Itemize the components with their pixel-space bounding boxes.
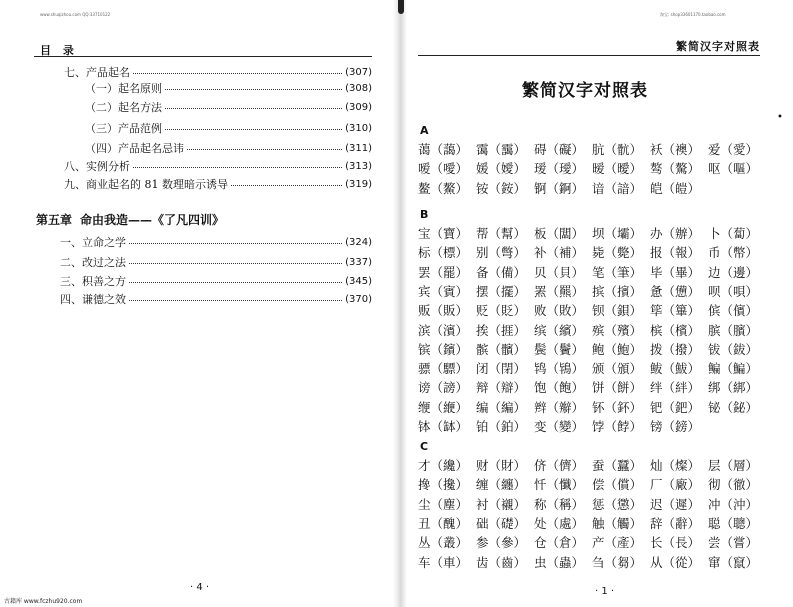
char-pair: 铋（鉍） [708, 399, 759, 415]
char-row [418, 495, 766, 513]
char-pair: 称（稱） [534, 496, 585, 512]
page-title: 繁简汉字对照表 [522, 81, 648, 101]
toc-entry-page: (319) [345, 178, 372, 190]
toc-entry-title: （一）起名原则 [85, 82, 162, 95]
char-pair: 灿（燦） [650, 458, 701, 473]
char-pair: 财（財） [476, 458, 527, 473]
char-pair: 瑷（璦） [534, 161, 585, 177]
char-pair: 绊（絆） [650, 380, 701, 396]
char-row [418, 301, 766, 319]
toc-entry-page: (307) [345, 66, 372, 78]
char-pair: 霭（靄） [476, 142, 527, 157]
chapter-title: 命由我造——《了凡四训》 [80, 213, 225, 227]
scan-smudge [398, 0, 404, 14]
char-row [418, 263, 766, 281]
toc-leader [129, 234, 342, 244]
toc-leader [165, 80, 342, 90]
left-page-number: · 4 · [190, 582, 210, 593]
char-pair: 备（備） [476, 264, 527, 280]
toc-entry[interactable] [85, 120, 372, 136]
margin-dot: • [777, 112, 783, 123]
char-pair: 闭（閉） [476, 361, 527, 377]
char-pair: 缠（纏） [476, 477, 527, 493]
char-pair: 摈（擯） [592, 283, 643, 299]
char-pair: 参（參） [476, 535, 527, 551]
toc-entry-page: (308) [345, 82, 372, 94]
toc-leader [133, 158, 342, 168]
char-pair: 饱（飽） [534, 380, 585, 396]
char-pair: 彻（徹） [708, 477, 759, 493]
char-pair: 蚕（蠶） [592, 458, 643, 473]
char-pair: 傧（儐） [708, 303, 759, 319]
char-pair: 窜（竄） [708, 554, 759, 570]
char-pair: 筚（篳） [650, 303, 701, 319]
toc-entry[interactable] [60, 254, 372, 270]
char-pair: 辩（辯） [476, 380, 527, 396]
char-pair: 袄（襖） [650, 142, 701, 157]
char-row [418, 359, 766, 377]
char-pair: 偿（償） [592, 477, 643, 493]
char-pair: 宾（賓） [418, 283, 469, 299]
char-pair: 毙（斃） [592, 245, 643, 261]
char-row [418, 417, 708, 435]
char-pair: 笔（筆） [592, 264, 643, 280]
toc-entry-page: (311) [345, 142, 372, 154]
toc-entry-page: (345) [345, 275, 372, 287]
char-pair: 嗳（噯） [418, 161, 469, 177]
char-row [418, 340, 766, 358]
toc-entry-title: 七、产品起名 [64, 66, 130, 79]
char-pair: 帮（幫） [476, 226, 527, 241]
char-pair: 惫（憊） [650, 283, 701, 299]
char-row [418, 456, 766, 474]
char-pair: 谙（諳） [592, 180, 643, 196]
char-pair: 肮（骯） [592, 142, 643, 157]
toc-leader [133, 64, 342, 74]
running-head: 繁简汉字对照表 [676, 40, 760, 53]
char-pair: 饼（餅） [592, 380, 643, 396]
chapter-label: 第五章 [36, 213, 73, 227]
char-pair: 触（觸） [592, 515, 643, 531]
char-pair: 车（車） [418, 554, 469, 570]
char-pair: 摆（擺） [476, 283, 527, 299]
toc-entry-title: 一、立命之学 [60, 236, 126, 249]
char-pair: 骠（驃） [418, 361, 469, 377]
right-header-rule [418, 55, 760, 56]
char-pair: 膑（臏） [708, 322, 759, 338]
toc-entry-title: 二、改过之法 [60, 256, 126, 269]
char-pair: 毕（畢） [650, 264, 701, 280]
char-pair: 贬（貶） [476, 303, 527, 319]
char-pair: 宝（寶） [418, 226, 469, 241]
char-pair: 碍（礙） [534, 142, 585, 157]
char-pair: 长（長） [650, 535, 701, 551]
toc-entry-title: 四、谦德之效 [60, 293, 126, 306]
char-pair: 产（產） [592, 535, 643, 551]
char-pair: 挨（捱） [476, 322, 527, 338]
left-header-meta: www.shuqizhou.com QQ:33710122 [40, 12, 111, 17]
char-pair: 虫（蟲） [534, 554, 585, 570]
char-pair: 侪（儕） [534, 458, 585, 473]
toc-entry[interactable] [60, 273, 372, 289]
toc-entry[interactable] [60, 234, 372, 250]
char-pair: 拨（撥） [650, 341, 701, 357]
char-pair: 滨（濱） [418, 322, 469, 338]
toc-entry-title: （四）产品起名忌讳 [85, 142, 184, 155]
char-row [418, 179, 708, 197]
char-pair: 缏（緶） [418, 399, 469, 415]
char-pair: 尘（塵） [418, 496, 469, 512]
char-pair: 缤（繽） [534, 322, 585, 338]
left-footer: 古籍库 www.fczhu920.com [4, 598, 83, 605]
toc-entry-page: (337) [345, 256, 372, 268]
char-pair: 绑（綁） [708, 380, 759, 396]
char-pair: 丑（醜） [418, 515, 469, 531]
char-pair: 谤（謗） [418, 380, 469, 396]
char-pair: 齿（齒） [476, 554, 527, 570]
toc-entry-page: (324) [345, 236, 372, 248]
toc-entry[interactable] [60, 291, 372, 307]
char-row [418, 475, 766, 493]
char-pair: 饽（餑） [592, 419, 643, 434]
char-pair: 镑（鎊） [650, 419, 701, 434]
char-pair: 丛（叢） [418, 535, 469, 551]
toc-entry[interactable] [85, 99, 372, 115]
char-pair: 层（層） [708, 458, 759, 473]
toc-entry[interactable] [64, 176, 372, 192]
char-pair: 蔼（藹） [418, 142, 469, 157]
char-pair: 辫（辮） [534, 399, 585, 415]
toc-leader [165, 99, 342, 109]
toc-entry-page: (370) [345, 293, 372, 305]
char-pair: 殡（殯） [592, 322, 643, 338]
char-row [418, 533, 766, 551]
char-pair: 钚（鈈） [592, 399, 643, 415]
char-pair: 别（彆） [476, 245, 527, 261]
char-pair: 处（處） [534, 515, 585, 531]
char-pair: 骜（驁） [650, 161, 701, 177]
toc-entry-title: （二）起名方法 [85, 101, 162, 114]
char-pair: 鲍（鮑） [592, 341, 643, 357]
char-pair: 迟（遲） [650, 496, 701, 512]
char-pair: 媛（嬡） [476, 161, 527, 177]
char-pair: 惩（懲） [592, 496, 643, 512]
char-pair: 罢（罷） [418, 264, 469, 280]
char-pair: 贩（販） [418, 303, 469, 319]
right-header-meta: 淘宝: shop33601170.taobao.com [660, 12, 726, 17]
char-pair: 铵（銨） [476, 180, 527, 196]
char-pair: 髌（髕） [476, 341, 527, 357]
char-pair: 冲（沖） [708, 496, 759, 512]
toc-entry-title: （三）产品范例 [85, 122, 162, 135]
char-pair: 从（從） [650, 554, 701, 570]
char-row [418, 378, 766, 396]
char-row [418, 514, 766, 532]
char-row [418, 398, 766, 416]
char-pair: 呗（唄） [708, 283, 759, 299]
char-pair: 鲅（鮁） [650, 361, 701, 377]
char-pair: 础（礎） [476, 515, 527, 531]
char-pair: 槟（檳） [650, 322, 701, 338]
toc-entry-title: 八、实例分析 [64, 160, 130, 173]
toc-entry-title: 三、积善之方 [60, 275, 126, 288]
char-pair: 厂（廠） [650, 477, 701, 493]
left-header-rule [34, 56, 372, 57]
char-row [418, 282, 766, 300]
char-pair: 贝（貝） [534, 264, 585, 280]
char-pair: 搀（攙） [418, 477, 469, 493]
page-gutter [393, 0, 407, 607]
char-pair: 钵（缽） [418, 419, 469, 434]
section-letter: A [420, 124, 429, 137]
toc-leader [165, 120, 342, 130]
char-pair: 忏（懺） [534, 477, 585, 493]
char-row [418, 321, 766, 339]
toc-entry[interactable] [85, 140, 372, 156]
char-pair: 办（辦） [650, 226, 701, 241]
char-pair: 鳊（鯿） [708, 361, 759, 377]
char-pair: 币（幣） [708, 245, 759, 261]
char-pair: 爱（愛） [708, 142, 759, 157]
section-letter: B [420, 208, 429, 221]
toc-entry[interactable] [64, 158, 372, 174]
toc-heading: 目 录 [40, 44, 78, 57]
char-row [418, 224, 766, 242]
toc-leader [231, 176, 342, 186]
char-pair: 钯（鈀） [650, 399, 701, 415]
toc-entry-page: (313) [345, 160, 372, 172]
toc-leader [129, 254, 342, 264]
char-pair: 报（報） [650, 245, 701, 261]
right-page-number: · 1 · [595, 586, 615, 597]
char-pair: 坝（壩） [592, 226, 643, 241]
toc-leader [129, 291, 342, 301]
char-pair: 铂（鉑） [476, 419, 527, 434]
char-pair: 鬓（鬢） [534, 341, 585, 357]
char-pair: 钹（鈸） [708, 341, 759, 357]
char-pair: 聪（聰） [708, 515, 759, 531]
toc-entry-title: 九、商业起名的 81 数理暗示诱导 [64, 178, 228, 191]
char-pair: 补（補） [534, 245, 585, 261]
char-row [418, 553, 766, 571]
char-pair: 编（編） [476, 399, 527, 415]
char-row [418, 140, 766, 158]
char-pair: 皑（皚） [650, 180, 701, 196]
toc-leader [129, 273, 342, 283]
section-letter: C [420, 440, 429, 453]
char-pair: 刍（芻） [592, 554, 643, 570]
char-row [418, 159, 766, 177]
char-pair: 镔（鑌） [418, 341, 469, 357]
char-pair: 败（敗） [534, 303, 585, 319]
chapter-heading[interactable] [36, 211, 232, 228]
char-pair: 板（闆） [534, 226, 585, 241]
char-pair: 颁（頒） [592, 361, 643, 377]
char-pair: 暧（曖） [592, 161, 643, 177]
toc-entry-page: (310) [345, 122, 372, 134]
char-pair: 卜（蔔） [708, 226, 759, 241]
char-pair: 辞（辭） [650, 515, 701, 531]
char-pair: 边（邊） [708, 264, 759, 280]
char-pair: 呕（嘔） [708, 161, 759, 177]
char-pair: 尝（嘗） [708, 535, 759, 551]
char-pair: 钡（鋇） [592, 303, 643, 319]
char-pair: 标（標） [418, 245, 469, 261]
char-row [418, 243, 766, 261]
char-pair: 仓（倉） [534, 535, 585, 551]
char-pair: 变（變） [534, 419, 585, 434]
char-pair: 锕（錒） [534, 180, 585, 196]
char-pair: 鸨（鴇） [534, 361, 585, 377]
toc-leader [187, 140, 342, 150]
toc-entry[interactable] [64, 64, 372, 80]
char-pair: 罴（羆） [534, 283, 585, 299]
toc-entry-page: (309) [345, 101, 372, 113]
char-pair: 才（纔） [418, 458, 469, 473]
char-pair: 鳌（鰲） [418, 180, 469, 196]
char-pair: 衬（襯） [476, 496, 527, 512]
toc-entry[interactable] [85, 80, 372, 96]
